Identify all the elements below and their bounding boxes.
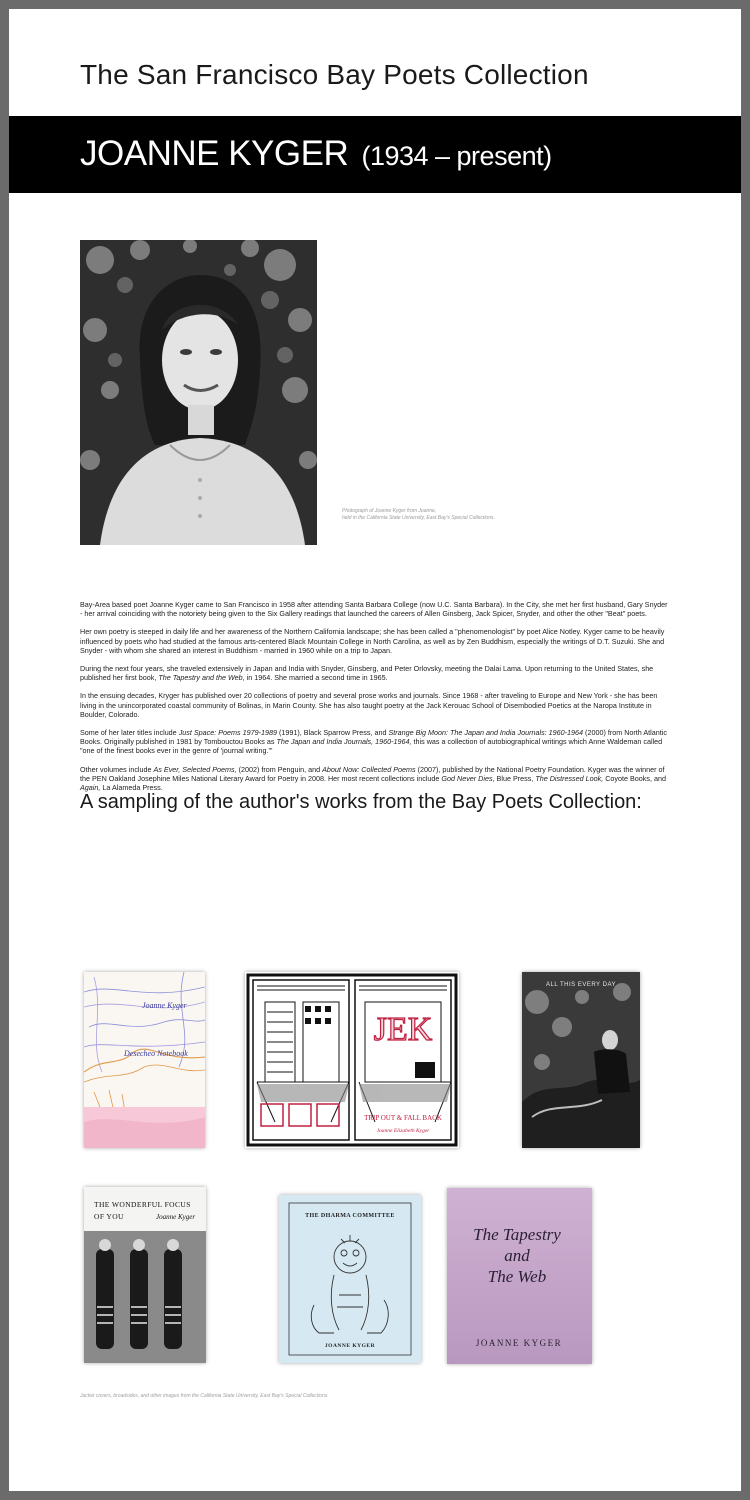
cover-desecheo-author: Joanne Kyger	[142, 1001, 187, 1010]
bio-text: Her own poetry is steeped in daily life and her awareness of the Northern California landscape; she has been called a "phenomenologist" by poet Alice Notley. Kyger came to be heavily influenced by poets who had studied at the famous arts-centered Black Mountain College in North Carolina, as well as by Zen Buddhism, especially the writings of D.T. Suzuki. She and Snyder - with whom she shared an interest in Buddhism - married in 1960 while on a trip to Japan.	[80, 627, 665, 655]
cover-tapestry-title-1: The Tapestry	[473, 1225, 561, 1244]
bio-text: (2000) from North Atlantic Books. Originally published in 1981 by Tombouctou Books as	[80, 728, 667, 747]
bio-text: Bay-Area based poet Joanne Kyger came to San Francisco in 1958 after attending Santa Barbara College (now U.C. Santa Barbara). In the City, she met her first husband, Gary Snyder - her arrival coinciding with the notoriety being given to the Six Gallery readings that launched the careers of Allen Ginsberg, Jack Spicer, Snyder, and other the other "Beat" poets.	[80, 600, 668, 619]
cover-desecheo-title: Desecheo Notebook	[124, 1049, 188, 1058]
cover-tapestry-and-the-web[interactable]	[447, 1188, 592, 1364]
book-title: Just Space: Poems 1979-1989	[178, 728, 277, 738]
cover-desecheo-notebook[interactable]	[84, 972, 205, 1148]
author-portrait	[80, 240, 317, 545]
cover-wonderful-focus[interactable]	[84, 1187, 206, 1363]
bio-text: Other volumes include	[80, 764, 154, 774]
bio-paragraph	[80, 765, 668, 793]
book-title: God Never Dies	[441, 773, 493, 783]
photo-caption: Photograph of Joanne Kyger from Joanne, held in the California State University, East Bay's Special Collections.	[342, 508, 495, 521]
bio-paragraph	[80, 627, 668, 655]
cover-focus-author: Joanne Kyger	[156, 1213, 196, 1221]
author-name: JOANNE KYGER	[80, 134, 349, 173]
book-title: Again,	[80, 783, 101, 793]
image-credit-caption: Jacket covers, broadsides, and other images from the California State University, East Bay's Special Collections.	[80, 1393, 329, 1399]
biography-text	[80, 600, 668, 801]
book-title: The Japan and India Journals, 1960-1964,	[276, 737, 412, 747]
author-heading	[80, 134, 552, 174]
exhibit-panel	[9, 9, 741, 1491]
bio-paragraph	[80, 664, 668, 682]
collection-title: The San Francisco Bay Poets Collection	[80, 59, 589, 90]
book-title: As Ever, Selected Poems,	[153, 764, 237, 774]
bio-text: La Alameda Press.	[100, 783, 163, 793]
bio-text: Some of her later titles include	[80, 728, 179, 738]
cover-all-this-title: ALL THIS EVERY DAY	[545, 982, 617, 988]
cover-tapestry-author: JOANNE KYGER	[475, 1338, 563, 1348]
bio-text: this was a collection of autobiographical writings which Anne Waldeman called "one of the finest books ever in the genre of 'journal writing.'"	[80, 737, 663, 756]
bio-text: (2002) from Penguin, and	[236, 764, 323, 774]
cover-trip-title: TRIP OUT & FALL BACK	[364, 1114, 442, 1122]
bio-paragraph	[80, 691, 668, 719]
book-title: About Now: Collected Poems	[322, 764, 416, 774]
book-title: Strange Big Moon: The Japan and India Journals: 1960-1964	[388, 728, 584, 738]
portrait-image	[80, 240, 317, 545]
book-title: The Tapestry and the Web	[158, 673, 243, 683]
cover-tapestry-title-3: The Web	[487, 1267, 547, 1286]
author-dates: (1934 – present)	[361, 141, 552, 171]
book-title: The Distressed Look,	[535, 773, 604, 783]
bio-paragraph	[80, 600, 668, 618]
bio-text: (1991), Black Sparrow Press, and	[276, 728, 389, 738]
author-name-bar	[9, 116, 741, 193]
cover-trip-monogram: JEK	[373, 1011, 433, 1048]
cover-focus-title-1: THE WONDERFUL FOCUS	[94, 1200, 191, 1209]
works-heading: A sampling of the author's works from the Bay Poets Collection:	[80, 791, 642, 813]
bio-text: During the next four years, she traveled extensively in Japan and India with Snyder, Ginsberg, and Peter Orlovsky, meeting the Dalai Lama. Upon returning to the United States, she published her first book,	[80, 664, 654, 683]
bio-text: (2007), published by the National Poetry Foundation. Kyger was the winner of the PEN Oakland Josephine Miles National Literary Award for Poetry in 2008. Her most recent collections include	[80, 764, 665, 783]
bio-text: , Blue Press,	[492, 773, 536, 783]
cover-focus-title-2: OF YOU	[94, 1212, 124, 1221]
cover-dharma-committee[interactable]	[279, 1195, 421, 1363]
bio-paragraph	[80, 728, 668, 756]
bio-text: Coyote Books, and	[603, 773, 666, 783]
cover-dharma-author: JOANNE KYGER	[324, 1343, 376, 1349]
cover-trip-author: Joanne Elizabeth Kyger	[376, 1128, 430, 1134]
cover-tapestry-title-2: and	[504, 1246, 530, 1265]
bio-text: , in 1964. She married a second time in 1965.	[242, 673, 388, 683]
cover-all-this-every-day[interactable]	[522, 972, 640, 1148]
cover-trip-out-fall-back[interactable]	[245, 972, 459, 1148]
cover-dharma-title: THE DHARMA COMMITTEE	[305, 1213, 395, 1219]
bio-text: In the ensuing decades, Kryger has published over 20 collections of poetry and several prose works and journals. Since 1968 - after traveling to Europe and New York - she has been living in the unincorporated coastal community of Bolinas, in Marin County. She has also taught poetry at the Jack Kerouac School of Disembodied Poetics at the Naropa Institute in Boulder, Colorado.	[80, 691, 658, 719]
